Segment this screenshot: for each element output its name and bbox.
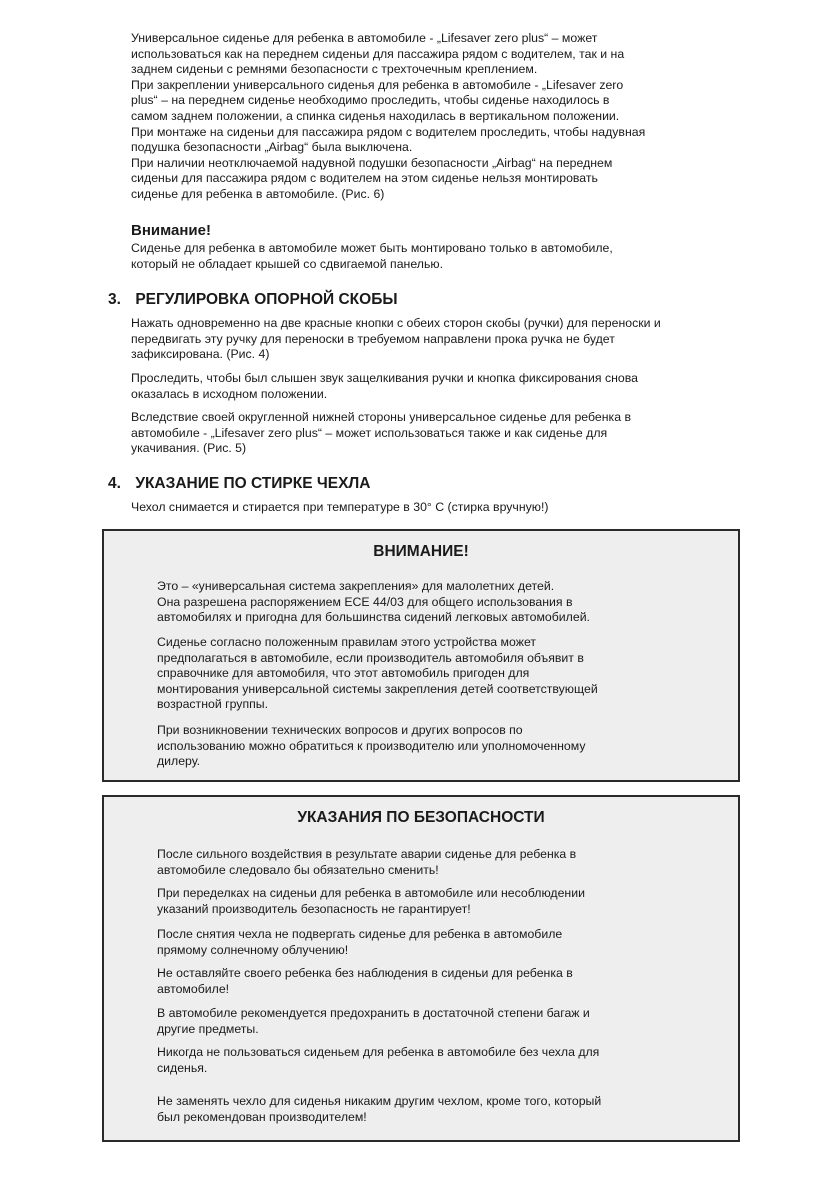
- text-line: который не обладает крышей со сдвигаемой панелью.: [131, 256, 443, 271]
- text-line: Не оставляйте своего ребенка без наблюдения в сиденьи для ребенка в: [157, 966, 573, 980]
- text-line: При наличии неотключаемой надувной подушки безопасности „Airbag“ на переднем: [131, 155, 613, 170]
- text-line: другие предметы.: [157, 1021, 259, 1036]
- text-line: оказалась в исходном положении.: [131, 386, 328, 401]
- text-line: Чехол снимается и стирается при температуре в 30° С (стирка вручную!): [131, 500, 549, 514]
- section-4-text: [131, 500, 751, 516]
- text-line: При переделках на сиденьи для ребенка в автомобиле или несоблюдении: [157, 886, 585, 900]
- text-line: Сиденье для ребенка в автомобиле может быть монтировано только в автомобиле,: [131, 241, 613, 255]
- text-line: укачивания. (Рис. 5): [131, 441, 247, 456]
- text-line: Универсальное сиденье для ребенка в автомобиле - „Lifesaver zero plus“ – может: [131, 31, 598, 45]
- safety-item-5: [157, 1006, 717, 1037]
- warning-paragraph-1: [157, 579, 717, 626]
- safety-item-2: [157, 886, 717, 917]
- section-title: УКАЗАНИЕ ПО СТИРКЕ ЧЕХЛА: [135, 475, 371, 492]
- safety-box: [102, 795, 740, 1142]
- text-line: справочнике для автомобиля, что этот автомобиль пригоден для: [157, 666, 530, 681]
- section-number: 4.: [108, 475, 121, 492]
- text-line: передвигать эту ручку для переноски в требуемом направлени прока ручка не будет: [131, 331, 615, 346]
- warning-box: [102, 529, 740, 782]
- warning-box-title: ВНИМАНИЕ!: [373, 543, 469, 560]
- text-line: сиденья.: [157, 1060, 208, 1075]
- text-line: При монтаже на сиденьи для пассажира рядом с водителем проследить, чтобы надувная: [131, 124, 646, 139]
- intro-paragraph: [131, 31, 751, 203]
- text-line: дилеру.: [157, 754, 201, 769]
- text-line: автомобилях и пригодна для большинства сидений легковых автомобилей.: [157, 610, 590, 625]
- text-line: После снятия чехла не подвергать сиденье для ребенка в автомобиле: [157, 927, 563, 941]
- text-line: возрастной группы.: [157, 697, 269, 712]
- text-line: заднем сиденьи с ремнями безопасности с трехточечным креплением.: [131, 62, 538, 77]
- section-3-paragraph-3: [131, 410, 751, 457]
- text-line: Нажать одновременно на две красные кнопки с обеих сторон скобы (ручки) для переноски и: [131, 316, 661, 330]
- text-line: использоваться как на переднем сиденьи для пассажира рядом с водителем, так и на: [131, 46, 625, 61]
- text-line: Проследить, чтобы был слышен звук защелкивания ручки и кнопка фиксирования снова: [131, 371, 638, 385]
- text-line: монтирования универсальной системы закрепления детей соответствующей: [157, 681, 598, 696]
- text-line: был рекомендован производителем!: [157, 1109, 367, 1124]
- text-line: самом заднем положении, а спинка сиденья находилась в вертикальном положении.: [131, 108, 620, 123]
- text-line: прямому солнечному облучению!: [157, 942, 349, 957]
- warning-paragraph-3: [157, 723, 717, 770]
- safety-item-1: [157, 847, 717, 878]
- text-line: При возникновении технических вопросов и других вопросов по: [157, 723, 523, 737]
- text-line: В автомобиле рекомендуется предохранить в достаточной степени багаж и: [157, 1006, 590, 1020]
- text-line: После сильного воздействия в результате аварии сиденье для ребенка в: [157, 847, 577, 861]
- section-title: РЕГУЛИРОВКА ОПОРНОЙ СКОБЫ: [135, 291, 398, 308]
- text-line: предполагаться в автомобиле, если производитель автомобиля объявит в: [157, 650, 584, 665]
- safety-item-4: [157, 966, 717, 997]
- warning-paragraph-2: [157, 635, 717, 713]
- text-line: автомобиле - „Lifesaver zero plus“ – может использоваться также и как сиденье для: [131, 425, 608, 440]
- section-3-paragraph-2: [131, 371, 751, 402]
- text-line: Вследствие своей округленной нижней стороны универсальное сиденье для ребенка в: [131, 410, 631, 424]
- safety-item-7: [157, 1094, 717, 1125]
- text-line: Не заменять чехло для сиденья никаким другим чехлом, кроме того, который: [157, 1094, 602, 1108]
- text-line: При закреплении универсального сиденья для ребенка в автомобиле - „Lifesaver zero: [131, 77, 624, 92]
- text-line: сиденье для ребенка в автомобиле. (Рис. 6): [131, 186, 385, 201]
- text-line: автомобиле!: [157, 981, 230, 996]
- text-line: Она разрешена распоряжением ЕСЕ 44/03 для общего использования в: [157, 594, 573, 609]
- text-line: зафиксирована. (Рис. 4): [131, 347, 270, 362]
- section-3-paragraph-1: [131, 316, 751, 363]
- text-line: Это – «универсальная система закрепления» для малолетних детей.: [157, 579, 555, 593]
- text-line: Сиденье согласно положенным правилам этого устройства может: [157, 635, 537, 649]
- text-line: использованию можно обратиться к производителю или уполномоченному: [157, 738, 586, 753]
- attention-text: [131, 241, 751, 272]
- text-line: сиденьи для пассажира рядом с водителем на этом сиденье нельзя монтировать: [131, 171, 598, 186]
- attention-heading: Внимание!: [131, 222, 211, 239]
- text-line: Никогда не пользоваться сиденьем для ребенка в автомобиле без чехла для: [157, 1045, 600, 1059]
- section-number: 3.: [108, 291, 121, 308]
- text-line: подушка безопасности „Airbag“ была выключена.: [131, 140, 413, 155]
- text-line: автомобиле следовало бы обязательно сменить!: [157, 862, 439, 877]
- safety-item-6: [157, 1045, 717, 1076]
- text-line: указаний производитель безопасность не гарантирует!: [157, 901, 471, 916]
- text-line: plus“ – на переднем сиденье необходимо проследить, чтобы сиденье находилось в: [131, 93, 610, 108]
- section-3-heading: [108, 291, 398, 309]
- safety-box-title: УКАЗАНИЯ ПО БЕЗОПАСНОСТИ: [297, 809, 545, 826]
- safety-item-3: [157, 927, 717, 958]
- section-4-heading: [108, 475, 371, 493]
